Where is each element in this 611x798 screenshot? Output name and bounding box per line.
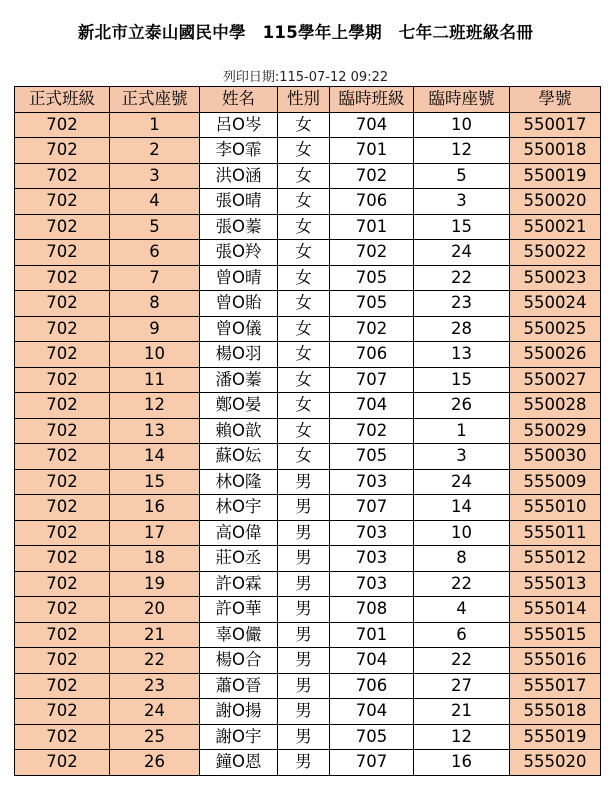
cell-temp-seat: 6 <box>414 622 510 648</box>
cell-student-name: 呂O岑 <box>200 112 278 138</box>
cell-student-id: 550023 <box>510 265 601 291</box>
table-row <box>15 469 601 495</box>
cell-temp-seat: 24 <box>414 240 510 266</box>
cell-gender: 女 <box>278 189 330 215</box>
table-row <box>15 673 601 699</box>
cell-temp-class: 701 <box>330 214 414 240</box>
cell-official-seat: 17 <box>110 520 200 546</box>
cell-student-name: 高O偉 <box>200 520 278 546</box>
cell-official-seat: 12 <box>110 393 200 419</box>
table-row <box>15 240 601 266</box>
cell-official-seat: 11 <box>110 367 200 393</box>
cell-student-id: 550025 <box>510 316 601 342</box>
cell-official-class: 702 <box>15 724 110 750</box>
cell-temp-seat: 8 <box>414 546 510 572</box>
cell-student-id: 555010 <box>510 495 601 521</box>
cell-temp-class: 703 <box>330 571 414 597</box>
cell-student-id: 550030 <box>510 444 601 470</box>
cell-temp-seat: 26 <box>414 393 510 419</box>
cell-official-class: 702 <box>15 342 110 368</box>
cell-student-id: 555020 <box>510 750 601 776</box>
cell-student-id: 550026 <box>510 342 601 368</box>
cell-official-class: 702 <box>15 571 110 597</box>
cell-gender: 女 <box>278 342 330 368</box>
cell-official-class: 702 <box>15 520 110 546</box>
cell-temp-class: 708 <box>330 597 414 623</box>
cell-official-class: 702 <box>15 444 110 470</box>
cell-official-seat: 4 <box>110 189 200 215</box>
cell-temp-class: 704 <box>330 112 414 138</box>
cell-gender: 男 <box>278 597 330 623</box>
table-row <box>15 546 601 572</box>
header-student-id: 學號 <box>510 87 601 113</box>
table-row <box>15 520 601 546</box>
cell-student-id: 550022 <box>510 240 601 266</box>
cell-student-name: 楊O羽 <box>200 342 278 368</box>
cell-official-class: 702 <box>15 622 110 648</box>
cell-official-seat: 3 <box>110 163 200 189</box>
cell-official-class: 702 <box>15 265 110 291</box>
cell-gender: 女 <box>278 444 330 470</box>
print-date: 列印日期:115-07-12 09:22 <box>222 70 389 85</box>
cell-temp-class: 704 <box>330 648 414 674</box>
cell-gender: 男 <box>278 469 330 495</box>
cell-student-name: 許O華 <box>200 597 278 623</box>
cell-student-name: 張O晴 <box>200 189 278 215</box>
cell-temp-class: 701 <box>330 138 414 164</box>
cell-gender: 女 <box>278 291 330 317</box>
cell-student-id: 555011 <box>510 520 601 546</box>
cell-official-seat: 10 <box>110 342 200 368</box>
cell-official-seat: 14 <box>110 444 200 470</box>
table-row <box>15 622 601 648</box>
cell-official-seat: 25 <box>110 724 200 750</box>
table-row <box>15 342 601 368</box>
cell-student-name: 鄭O晏 <box>200 393 278 419</box>
cell-student-name: 洪O涵 <box>200 163 278 189</box>
cell-official-seat: 24 <box>110 699 200 725</box>
cell-student-name: 鐘O恩 <box>200 750 278 776</box>
cell-temp-seat: 22 <box>414 648 510 674</box>
cell-official-class: 702 <box>15 138 110 164</box>
cell-student-id: 555014 <box>510 597 601 623</box>
table-row <box>15 597 601 623</box>
cell-official-class: 702 <box>15 393 110 419</box>
cell-gender: 女 <box>278 240 330 266</box>
cell-student-name: 蕭O晉 <box>200 673 278 699</box>
cell-student-name: 林O隆 <box>200 469 278 495</box>
cell-student-id: 550028 <box>510 393 601 419</box>
header-name: 姓名 <box>200 87 278 113</box>
cell-gender: 男 <box>278 622 330 648</box>
cell-temp-class: 705 <box>330 291 414 317</box>
cell-student-name: 林O宇 <box>200 495 278 521</box>
cell-temp-class: 703 <box>330 546 414 572</box>
cell-official-seat: 21 <box>110 622 200 648</box>
cell-gender: 男 <box>278 750 330 776</box>
cell-official-seat: 20 <box>110 597 200 623</box>
cell-temp-seat: 12 <box>414 724 510 750</box>
cell-student-id: 550019 <box>510 163 601 189</box>
cell-student-name: 辜O儼 <box>200 622 278 648</box>
cell-official-class: 702 <box>15 546 110 572</box>
cell-temp-seat: 4 <box>414 597 510 623</box>
cell-gender: 女 <box>278 418 330 444</box>
table-row <box>15 418 601 444</box>
cell-temp-seat: 28 <box>414 316 510 342</box>
table-row <box>15 648 601 674</box>
cell-gender: 女 <box>278 163 330 189</box>
cell-official-class: 702 <box>15 495 110 521</box>
header-official-seat: 正式座號 <box>110 87 200 113</box>
cell-student-name: 潘O蓁 <box>200 367 278 393</box>
cell-student-id: 550027 <box>510 367 601 393</box>
cell-student-id: 550020 <box>510 189 601 215</box>
cell-student-name: 蘇O妘 <box>200 444 278 470</box>
cell-student-name: 楊O合 <box>200 648 278 674</box>
cell-temp-seat: 22 <box>414 265 510 291</box>
cell-temp-class: 702 <box>330 240 414 266</box>
header-official-class: 正式班級 <box>15 87 110 113</box>
cell-official-seat: 15 <box>110 469 200 495</box>
cell-temp-seat: 3 <box>414 444 510 470</box>
cell-student-id: 555015 <box>510 622 601 648</box>
cell-student-id: 555017 <box>510 673 601 699</box>
cell-gender: 男 <box>278 546 330 572</box>
cell-temp-class: 704 <box>330 699 414 725</box>
cell-official-class: 702 <box>15 699 110 725</box>
header-temp-class: 臨時班級 <box>330 87 414 113</box>
cell-official-seat: 7 <box>110 265 200 291</box>
cell-official-seat: 19 <box>110 571 200 597</box>
table-row <box>15 724 601 750</box>
cell-gender: 女 <box>278 138 330 164</box>
cell-student-id: 555019 <box>510 724 601 750</box>
cell-student-name: 李O霏 <box>200 138 278 164</box>
cell-gender: 女 <box>278 316 330 342</box>
cell-gender: 男 <box>278 673 330 699</box>
cell-temp-seat: 14 <box>414 495 510 521</box>
table-row <box>15 214 601 240</box>
cell-temp-seat: 15 <box>414 367 510 393</box>
cell-temp-class: 702 <box>330 418 414 444</box>
cell-official-class: 702 <box>15 648 110 674</box>
cell-temp-class: 707 <box>330 495 414 521</box>
cell-temp-class: 706 <box>330 673 414 699</box>
cell-gender: 女 <box>278 214 330 240</box>
table-row <box>15 444 601 470</box>
cell-temp-class: 703 <box>330 469 414 495</box>
cell-student-id: 555012 <box>510 546 601 572</box>
cell-temp-seat: 21 <box>414 699 510 725</box>
cell-temp-class: 706 <box>330 189 414 215</box>
cell-temp-class: 707 <box>330 367 414 393</box>
cell-official-seat: 22 <box>110 648 200 674</box>
cell-official-class: 702 <box>15 673 110 699</box>
cell-temp-class: 702 <box>330 316 414 342</box>
cell-temp-class: 705 <box>330 265 414 291</box>
table-row <box>15 265 601 291</box>
cell-official-class: 702 <box>15 469 110 495</box>
cell-temp-seat: 5 <box>414 163 510 189</box>
table-header <box>15 87 601 113</box>
cell-gender: 男 <box>278 495 330 521</box>
cell-temp-seat: 15 <box>414 214 510 240</box>
cell-official-seat: 5 <box>110 214 200 240</box>
cell-official-class: 702 <box>15 597 110 623</box>
cell-official-seat: 23 <box>110 673 200 699</box>
cell-temp-seat: 1 <box>414 418 510 444</box>
cell-official-class: 702 <box>15 750 110 776</box>
cell-official-class: 702 <box>15 189 110 215</box>
cell-student-id: 550017 <box>510 112 601 138</box>
cell-temp-seat: 24 <box>414 469 510 495</box>
cell-official-class: 702 <box>15 367 110 393</box>
table-row <box>15 138 601 164</box>
cell-temp-class: 702 <box>330 163 414 189</box>
cell-student-id: 555009 <box>510 469 601 495</box>
cell-student-name: 曾O晴 <box>200 265 278 291</box>
cell-student-id: 555013 <box>510 571 601 597</box>
cell-official-class: 702 <box>15 316 110 342</box>
cell-student-id: 550018 <box>510 138 601 164</box>
cell-student-id: 550029 <box>510 418 601 444</box>
cell-temp-class: 704 <box>330 393 414 419</box>
cell-official-seat: 18 <box>110 546 200 572</box>
cell-official-class: 702 <box>15 418 110 444</box>
cell-official-seat: 9 <box>110 316 200 342</box>
cell-official-seat: 13 <box>110 418 200 444</box>
table-row <box>15 571 601 597</box>
table-row <box>15 291 601 317</box>
cell-gender: 女 <box>278 393 330 419</box>
cell-gender: 女 <box>278 112 330 138</box>
cell-student-name: 許O霖 <box>200 571 278 597</box>
cell-student-name: 莊O丞 <box>200 546 278 572</box>
cell-official-class: 702 <box>15 240 110 266</box>
cell-official-class: 702 <box>15 214 110 240</box>
cell-student-name: 賴O歆 <box>200 418 278 444</box>
cell-gender: 女 <box>278 367 330 393</box>
cell-temp-class: 707 <box>330 750 414 776</box>
cell-official-seat: 16 <box>110 495 200 521</box>
cell-temp-seat: 16 <box>414 750 510 776</box>
cell-gender: 男 <box>278 724 330 750</box>
table-row <box>15 189 601 215</box>
cell-temp-class: 703 <box>330 520 414 546</box>
table-row <box>15 393 601 419</box>
cell-gender: 男 <box>278 648 330 674</box>
cell-official-class: 702 <box>15 291 110 317</box>
cell-student-id: 550024 <box>510 291 601 317</box>
cell-student-id: 550021 <box>510 214 601 240</box>
table-row <box>15 367 601 393</box>
table-row <box>15 112 601 138</box>
cell-temp-class: 701 <box>330 622 414 648</box>
cell-temp-seat: 22 <box>414 571 510 597</box>
cell-official-class: 702 <box>15 163 110 189</box>
cell-gender: 男 <box>278 571 330 597</box>
table-row <box>15 316 601 342</box>
table-row <box>15 163 601 189</box>
cell-gender: 男 <box>278 699 330 725</box>
cell-student-id: 555018 <box>510 699 601 725</box>
class-roster-table <box>14 86 601 776</box>
cell-temp-class: 706 <box>330 342 414 368</box>
cell-temp-seat: 13 <box>414 342 510 368</box>
cell-official-seat: 2 <box>110 138 200 164</box>
page-title: 新北市立泰山國民中學 115學年上學期 七年二班班級名冊 <box>77 23 534 42</box>
cell-official-seat: 6 <box>110 240 200 266</box>
cell-student-name: 謝O宇 <box>200 724 278 750</box>
cell-temp-seat: 27 <box>414 673 510 699</box>
cell-temp-seat: 10 <box>414 112 510 138</box>
table-row <box>15 699 601 725</box>
cell-official-seat: 1 <box>110 112 200 138</box>
cell-student-name: 曾O貽 <box>200 291 278 317</box>
cell-student-name: 張O羚 <box>200 240 278 266</box>
table-row <box>15 495 601 521</box>
cell-student-name: 張O蓁 <box>200 214 278 240</box>
cell-official-seat: 26 <box>110 750 200 776</box>
header-gender: 性別 <box>278 87 330 113</box>
cell-temp-class: 705 <box>330 724 414 750</box>
cell-temp-seat: 12 <box>414 138 510 164</box>
header-temp-seat: 臨時座號 <box>414 87 510 113</box>
cell-temp-seat: 10 <box>414 520 510 546</box>
cell-student-name: 曾O儀 <box>200 316 278 342</box>
cell-temp-seat: 23 <box>414 291 510 317</box>
cell-gender: 女 <box>278 265 330 291</box>
cell-temp-class: 705 <box>330 444 414 470</box>
cell-official-class: 702 <box>15 112 110 138</box>
cell-student-id: 555016 <box>510 648 601 674</box>
header-row <box>15 87 601 113</box>
cell-student-name: 謝O揚 <box>200 699 278 725</box>
cell-gender: 男 <box>278 520 330 546</box>
table-body <box>15 112 601 775</box>
cell-temp-seat: 3 <box>414 189 510 215</box>
table-row <box>15 750 601 776</box>
cell-official-seat: 8 <box>110 291 200 317</box>
